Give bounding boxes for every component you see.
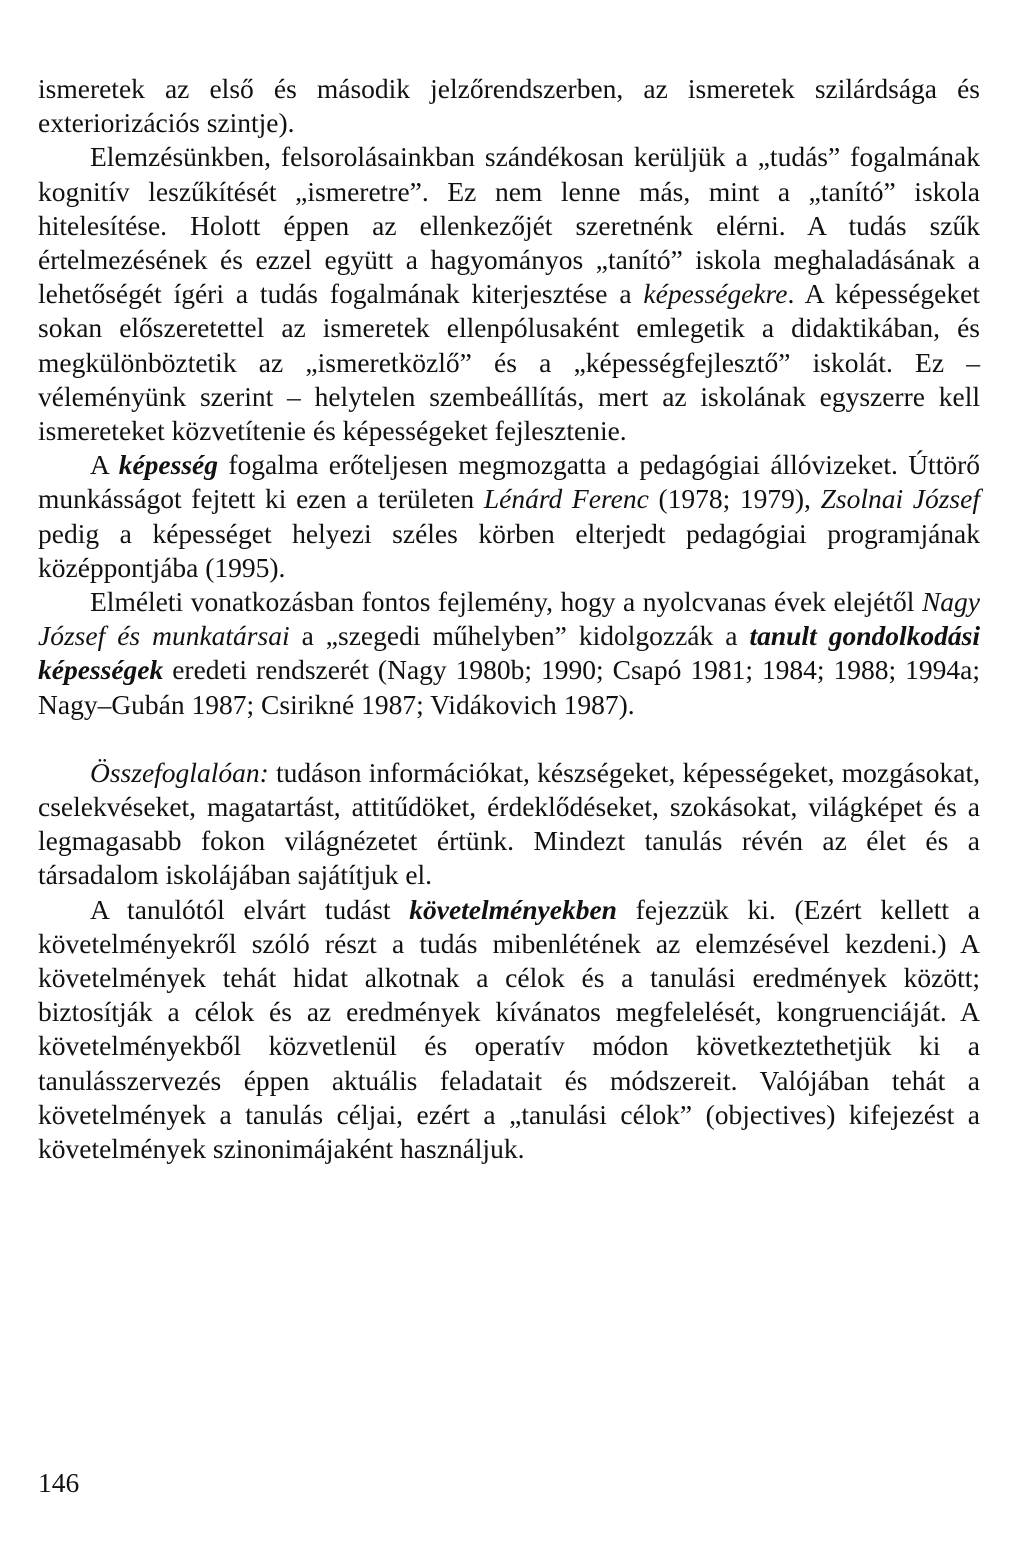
- author-lenard-ferenc: Lénárd Ferenc: [483, 483, 649, 515]
- lead-osszefoglaloan: Összefoglalóan:: [90, 756, 269, 788]
- term-tanult-gondolkodasi-kepessegek: tanult gondolkodási képességek: [38, 620, 980, 686]
- paragraph-tudas-fogalma: Elemzésünkben, felsorolásainkban szándékosan kerüljük a „tudás” fogalmának kognitív leszűkítését „ismeretre”. Ez nem lenne más, mint a „tanító” iskola hitelesítése. Holott éppen az ellenkezőjét szeretnénk elérni. A tudás szűk értelmezésének és ezzel együtt a hagyományos „tanító” iskola meghaladásának a lehetőségét ígéri a tudás fogalmának kiterjesztése a képességekre. A képességeket sokan előszeretettel az ismeretek ellenpólusaként emlegetik a didaktikában, és megkülönböztetik az „ismeretközlő” és a „képességfejlesztő” iskolát. Ez – véleményünk szerint – helytelen szembeállítás, mert az iskolának egyszerre kell ismereteket közvetítenie és képességeket fejlesztenie.: [38, 141, 980, 447]
- paragraph-kepesseg-fogalma: A képesség fogalma erőteljesen megmozgatta a pedagógiai állóvizeket. Úttörő munkásságot fejtett ki ezen a területen Lénárd Ferenc (1978; 1979), Zsolnai József pedig a képességet helyezi széles körben elterjedt pedagógiai programjának középpontjába (1995).: [38, 449, 980, 583]
- paragraph-osszefoglaloan: Összefoglalóan: tudáson információkat, készségeket, képességeket, mozgásokat, cselekvéseket, magatartást, attitűdöket, érdeklődéseket, szokásokat, világképet és a legmagasabb fokon világnézetet értünk. Mindezt tanulás révén az élet és a társadalom iskolájában sajátítjuk el.: [38, 756, 980, 891]
- author-nagy-jozsef: Nagy József és munkatársai: [38, 586, 980, 652]
- term-kovetelmenyekben: követelményekben: [409, 893, 617, 925]
- page-number: 146: [38, 1467, 80, 1498]
- author-zsolnai-jozsef: Zsolnai József: [820, 483, 980, 515]
- term-kepesseg: képesség: [118, 449, 218, 481]
- paragraph-szegedi-muhely: Elméleti vonatkozásban fontos fejlemény, hogy a nyolcvanas évek elejétől Nagy József és munkatársai a „szegedi műhelyben” kidolgozzák a tanult gondolkodási képességek eredeti rendszerét (Nagy 1980b; 1990; Csapó 1981; 1984; 1988; 1994a; Nagy–Gubán 1987; Csirikné 1987; Vidákovich 1987).: [38, 586, 980, 720]
- paragraph-continuation: ismeretek az első és második jelzőrendszerben, az ismeretek szilárdsága és exteriorizációs szintje).: [38, 73, 980, 139]
- term-kepessegekre: képességekre: [643, 278, 788, 310]
- page-body: [38, 72, 980, 1166]
- paragraph-kovetelmenyek: A tanulótól elvárt tudást követelményekben fejezzük ki. (Ezért kellett a követelményekről szóló részt a tudás mibenlétének az elemzésével kezdeni.) A követelmények tehát hidat alkotnak a célok és a tanulási eredmények között; biztosítják a célok és az eredmények kívánatos megfelelését, kongruenciáját. A követelményekből közvetlenül és operatív módon következtethetjük ki a tanulásszervezés éppen aktuális feladatait és módszereit. Valójában tehát a követelmények a tanulás céljai, ezért a „tanulási célok” (objectives) kifejezést a követelmények szinonimájaként használjuk.: [38, 893, 980, 1165]
